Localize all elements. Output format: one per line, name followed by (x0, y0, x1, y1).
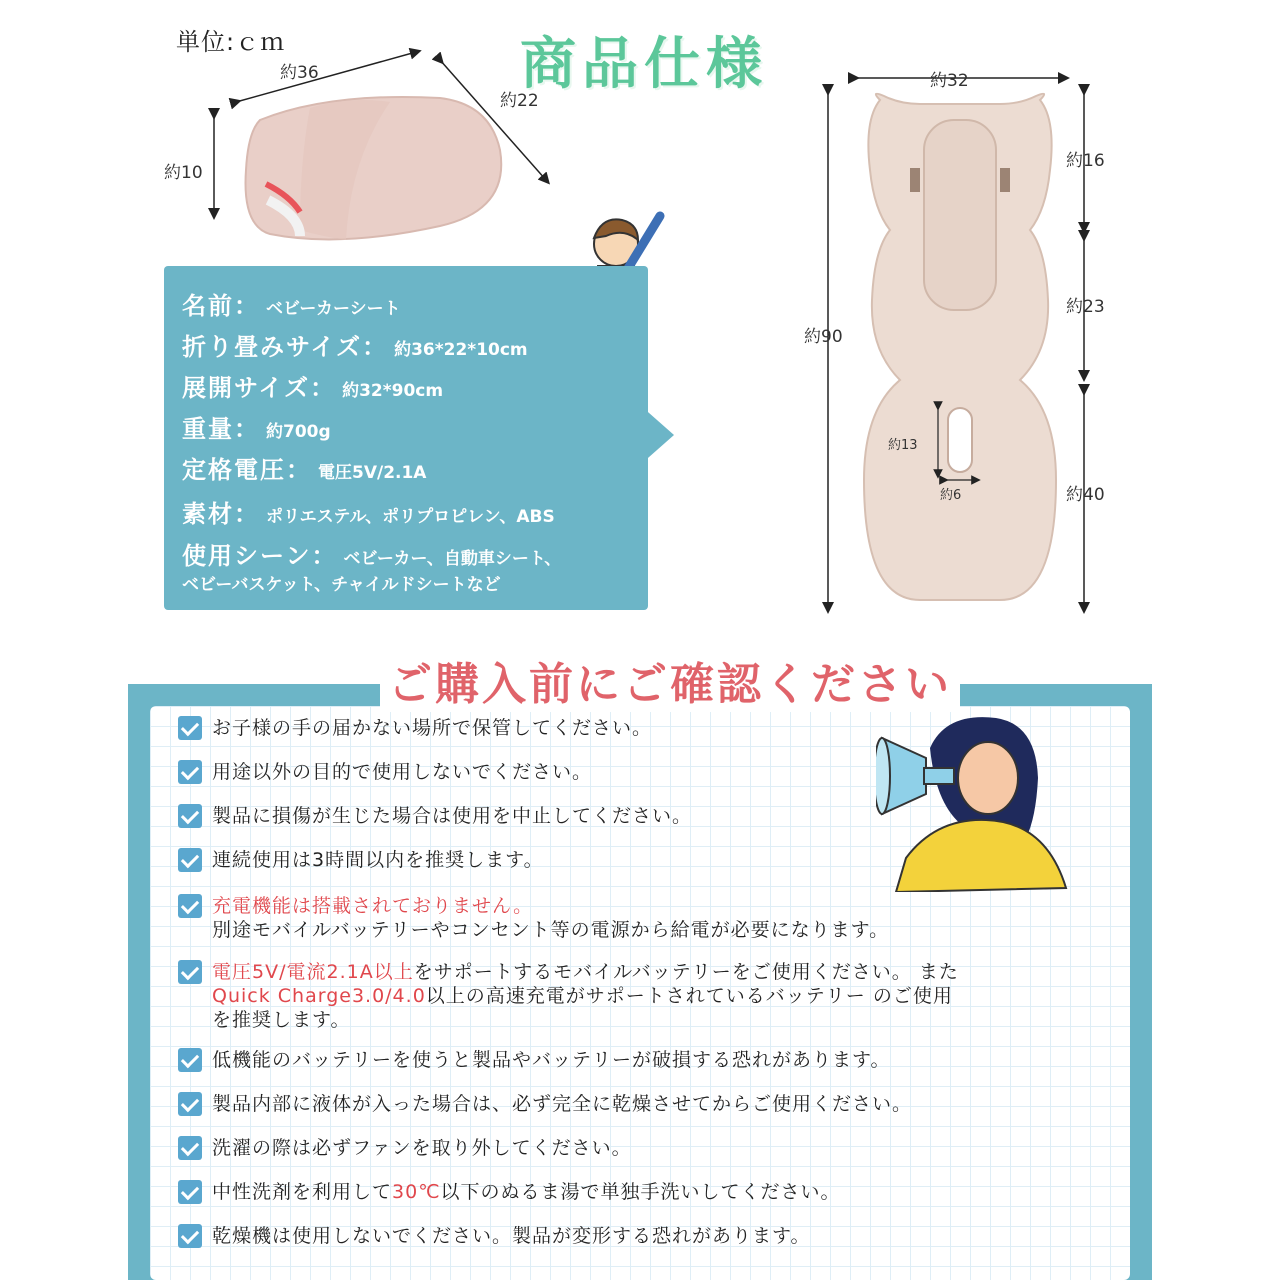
notice-item-washing: 中性洗剤を利用して30℃以下のぬるま湯で単独手洗いしてください。 (212, 1181, 841, 1203)
notice-item: 低機能のバッテリーを使うと製品やバッテリーが破損する恐れがあります。 (212, 1049, 891, 1071)
spec-box (164, 266, 648, 610)
spec-row-usage: 使用シーン： ベビーカー、自動車シート、 (182, 542, 562, 570)
notice-item: 連続使用は3時間以内を推奨します。 (212, 849, 544, 871)
check-icon (178, 760, 202, 784)
notice-item: お子様の手の届かない場所で保管してください。 (212, 717, 653, 739)
spec-row-folded-size: 折り畳みサイズ： 約36*22*10cm (182, 333, 528, 361)
check-icon (178, 716, 202, 740)
check-icon (178, 1048, 202, 1072)
folded-height-label: 約10 (164, 163, 203, 183)
seat-diagram (800, 60, 1130, 620)
check-icon (178, 1092, 202, 1116)
spec-row-voltage: 定格電圧： 電圧5V/2.1A (182, 456, 427, 484)
spec-row-material: 素材： ポリエステル、ポリプロピレン、ABS (182, 500, 555, 528)
seat-lower-label: 約40 (1066, 485, 1105, 505)
spec-row-open-size: 展開サイズ： 約32*90cm (182, 374, 444, 402)
spec-row-name: 名前： ベビーカーシート (182, 292, 401, 320)
folded-length-label: 約36 (280, 63, 319, 83)
check-icon (178, 1180, 202, 1204)
folded-width-label: 約22 (500, 91, 539, 111)
megaphone-woman-illustration (876, 708, 1076, 892)
check-icon (178, 894, 202, 918)
spec-box-pointer (640, 405, 674, 465)
spec-row-usage-cont: ベビーバスケット、チャイルドシートなど (182, 575, 501, 595)
hole-height-label: 約13 (888, 438, 918, 453)
check-icon (178, 1136, 202, 1160)
page-title: 商品仕様 (520, 32, 768, 97)
length-arrow (236, 52, 416, 102)
check-icon (178, 960, 202, 984)
check-icon (178, 1224, 202, 1248)
check-icon (178, 848, 202, 872)
notice-item: 洗濯の際は必ずファンを取り外してください。 (212, 1137, 632, 1159)
unit-label: 単位:ｃｍ (176, 28, 286, 56)
notice-item-battery: 電圧5V/電流2.1A以上をサポートするモバイルバッテリーをご使用ください。 また Quick Charge3.0/4.0以上の高速充電がサポートされているバッテリー のご使用 を推奨します。 (212, 961, 959, 1031)
notice-item: 製品に損傷が生じた場合は使用を中止してください。 (212, 805, 693, 827)
hole-width-label: 約6 (940, 488, 962, 503)
seat-middle-label: 約23 (1066, 297, 1105, 317)
seat-hole (948, 408, 972, 472)
seat-width-label: 約32 (930, 71, 969, 91)
seat-head-label: 約16 (1066, 151, 1105, 171)
check-icon (178, 804, 202, 828)
notice-item-charging: 充電機能は搭載されておりません。 別途モバイルバッテリーやコンセント等の電源から給電が必要になります。 (212, 895, 890, 941)
spec-row-weight: 重量： 約700g (182, 415, 331, 443)
seat-total-label: 約90 (804, 327, 843, 347)
notice-item: 用途以外の目的で使用しないでください。 (212, 761, 593, 783)
notice-item: 製品内部に液体が入った場合は、必ず完全に乾燥させてからご使用ください。 (212, 1093, 913, 1115)
notice-item: 乾燥機は使用しないでください。製品が変形する恐れがあります。 (212, 1225, 811, 1247)
notice-title: ご購入前にご確認ください (380, 648, 960, 712)
folded-product-diagram (150, 40, 570, 260)
